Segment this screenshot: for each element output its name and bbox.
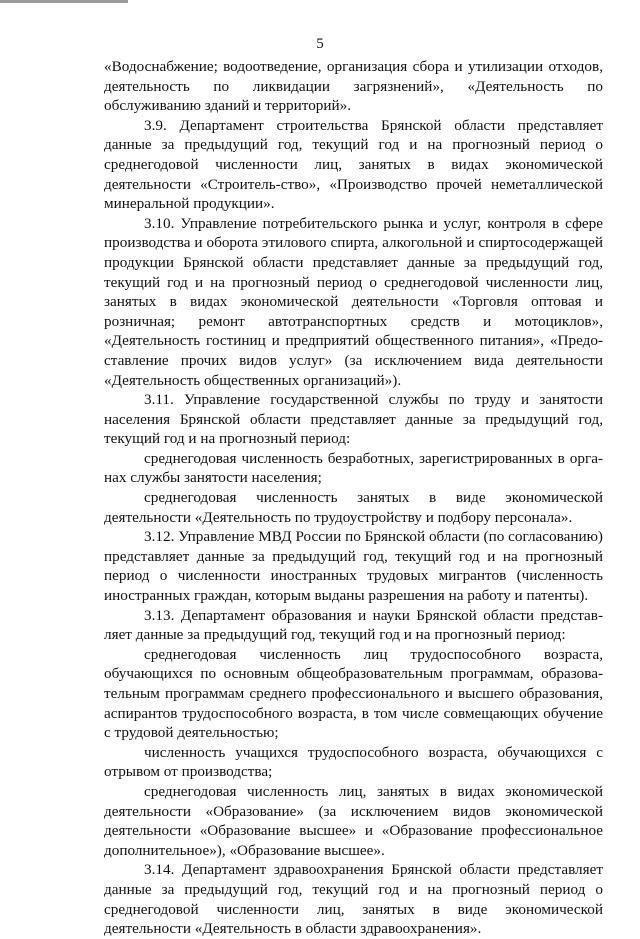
paragraph-3-9: 3.9. Департамент строительства Брянской области представляет данные за предыдущий год, текущий год и на прогнозный период о среднегодовой численности лиц, занятых в видах экономической деятельности «Строитель-ство», «Производство прочей неметаллической минеральной продукции».	[104, 116, 603, 213]
paragraph-3-11-item-2: среднегодовая численность занятых в виде экономической деятельности «Деятельность по трудоустройству и подбору персонала».	[104, 489, 603, 526]
document-body	[104, 57, 603, 939]
paragraph-3-14: 3.14. Департамент здравоохранения Брянской области представляет данные за предыдущий год, текущий год и на прогнозный период о среднегодовой численности лиц, занятых в виде экономической деятельности «Деятельность в области здравоохранения».	[104, 861, 603, 938]
paragraph-3-13-item-2: численность учащихся трудоспособного возраста, обучающихся с отрывом от производства;	[104, 743, 603, 781]
paragraph-3-11-item-1: среднегодовая численность безработных, зарегистрированных в орга-нах службы занятости населения;	[104, 449, 603, 487]
page-number: 5	[316, 36, 324, 52]
paragraph-3-12: 3.12. Управление МВД России по Брянской области (по согласованию) представляет данные за предыдущий год, текущий год и на прогнозный период о численности иностранных трудовых мигрантов (численность иностранных граждан, которым выданы разрешения на работу и патенты).	[104, 528, 603, 605]
paragraph-3-11: 3.11. Управление государственной службы по труду и занятости населения Брянской области представляет данные за предыдущий год, текущий год и на прогнозный период:	[104, 391, 603, 448]
paragraph: «Водоснабжение; водоотведение, организация сбора и утилизации отходов, деятельность по ликвидации загрязнений», «Деятельность по обслуживанию зданий и территорий».	[104, 58, 603, 115]
paragraph-3-13: 3.13. Департамент образования и науки Брянской области представ-ляет данные за предыдущий год, текущий год и на прогнозный период:	[104, 606, 603, 644]
paragraph-3-10: 3.10. Управление потребительского рынка и услуг, контроля в сфере производства и оборота этилового спирта, алкогольной и спиртосодержащей продукции Брянской области представляет данные за предыдущий год, текущий год и на прогнозный период о среднегодовой численности лиц, занятых в видах экономической деятельности «Торговля оптовая и розничная; ремонт автотранспортных средств и мотоциклов», «Деятельность гостиниц и предприятий общественного питания», «Предо-ставление прочих видов услуг» (за исключением вида деятельности «Деятельность общественных организаций»).	[104, 214, 603, 389]
paragraph-3-13-item-3: среднегодовая численность лиц, занятых в видах экономической деятельности «Образование» (за исключением видов экономической деятельности «Образование высшее» и «Образование профессиональное дополнительное»), «Образование высшее».	[104, 782, 603, 859]
paragraph-3-13-item-1: среднегодовая численность лиц трудоспособного возраста, обучающихся по основным общеобразовательным программам, образова-тельным программам среднего профессионального и высшего образования, аспирантов трудоспособного возраста, в том числе совмещающих обучение с трудовой деятельностью;	[104, 645, 603, 742]
top-edge-line	[0, 0, 128, 3]
